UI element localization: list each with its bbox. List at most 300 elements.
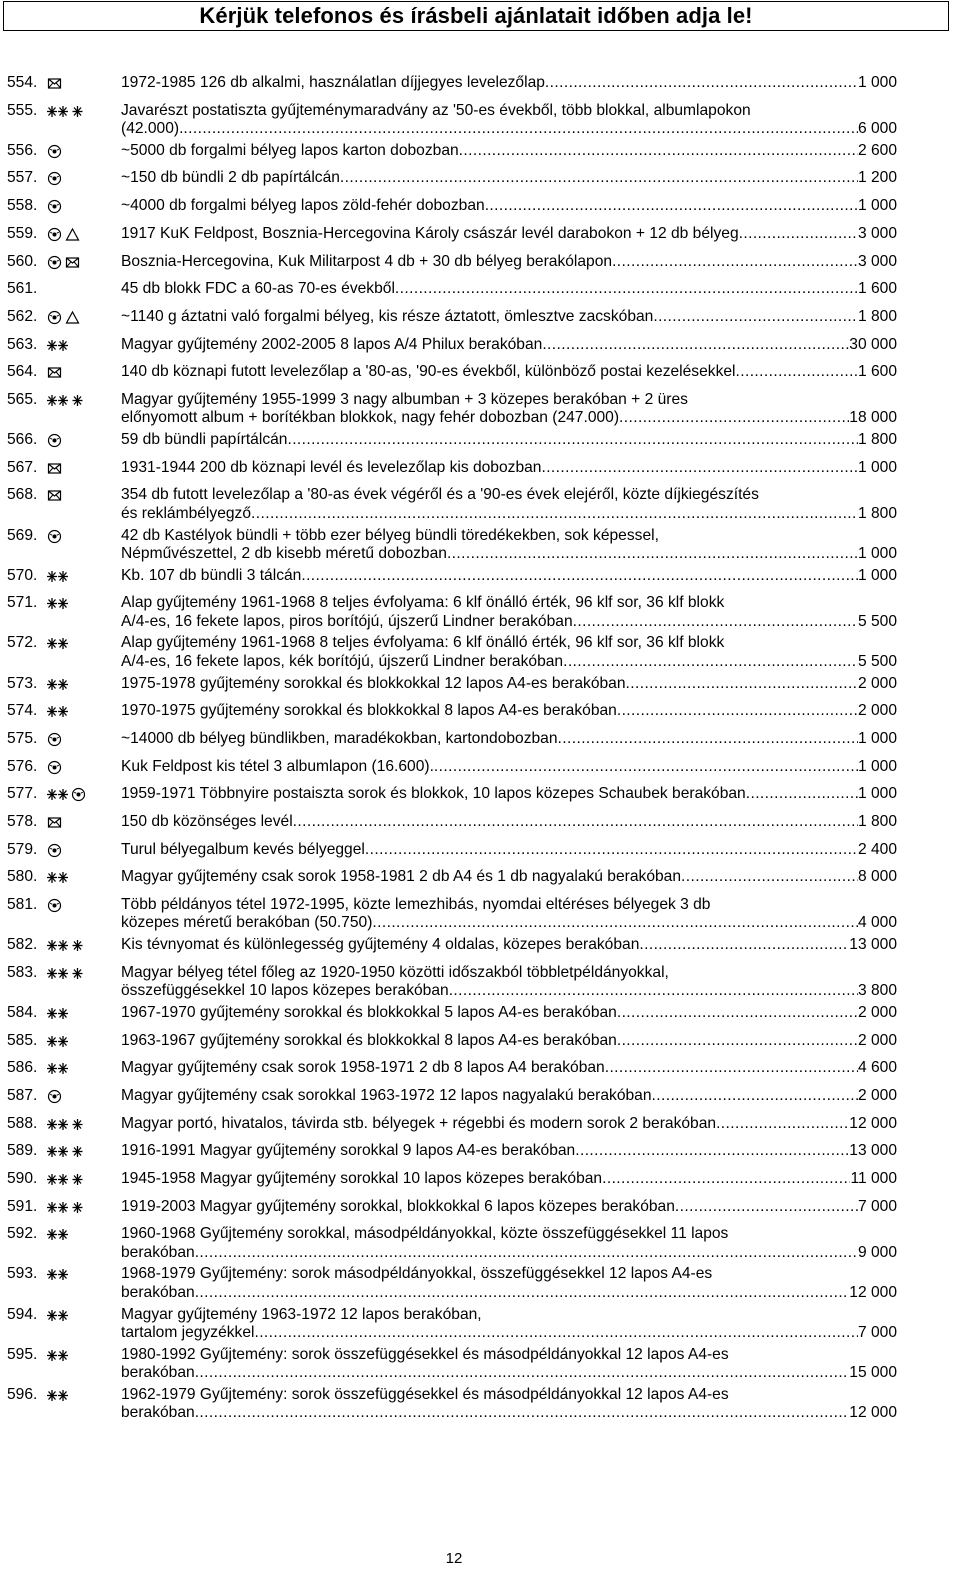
banner-title: Kérjük telefonos és írásbeli ajánlatait időben adja le! xyxy=(199,3,753,28)
lot-description-line xyxy=(121,1170,897,1188)
lot-description xyxy=(121,74,897,92)
lot-number: 591. xyxy=(7,1197,38,1215)
double-star-icon xyxy=(47,636,68,651)
lot-description-line xyxy=(121,1059,897,1077)
lot-item xyxy=(0,1225,960,1262)
lot-description xyxy=(121,964,897,1001)
single-star-icon xyxy=(71,966,84,981)
cancelled-icon xyxy=(47,199,62,214)
lot-description xyxy=(121,594,897,631)
lot-number: 587. xyxy=(7,1086,38,1104)
lot-description xyxy=(121,1386,897,1423)
lot-description-text: 1959-1971 Többnyire postaiszta sorok és blokkok, 10 lapos közepes Schaubek berakóban xyxy=(121,785,746,803)
lot-price: 4 000 xyxy=(857,914,897,932)
lot-icons xyxy=(47,1348,68,1363)
dot-leader xyxy=(545,74,858,92)
lot-item xyxy=(0,896,960,933)
lot-description-line xyxy=(121,730,897,748)
envelope-icon xyxy=(47,815,62,830)
lot-icons xyxy=(47,1144,84,1159)
lot-description-line xyxy=(121,841,897,859)
lot-number: 581. xyxy=(7,896,38,913)
lot-description-line xyxy=(121,431,897,449)
double-star-icon xyxy=(47,1200,68,1215)
lot-description-text: ~4000 db forgalmi bélyeg lapos zöld-fehér dobozban xyxy=(121,197,485,215)
lot-description-text: ~5000 db forgalmi bélyeg lapos karton dobozban xyxy=(121,141,459,159)
lot-description-line xyxy=(121,336,897,354)
lot-item xyxy=(0,936,960,954)
lot-description-line xyxy=(121,1032,897,1050)
lot-description-text: berakóban xyxy=(121,1404,195,1422)
lot-number: 567. xyxy=(7,458,38,476)
lot-item xyxy=(0,964,960,1001)
lot-number: 573. xyxy=(7,674,38,692)
lot-number: 561. xyxy=(7,280,38,298)
lot-item xyxy=(0,675,960,693)
lot-item xyxy=(0,813,960,831)
lot-description-text: előnyomott album + borítékban blokkok, nagy fehér dobozban (247.000) xyxy=(121,409,620,427)
cancelled-icon xyxy=(47,898,62,913)
lot-description-text: ~150 db bündli 2 db papírtálcán xyxy=(121,169,340,187)
lot-icons xyxy=(47,310,80,325)
lot-description-text: (42.000). xyxy=(121,119,184,137)
lot-description-line xyxy=(121,1364,897,1382)
cancelled-icon xyxy=(47,310,62,325)
dot-leader xyxy=(254,1324,858,1342)
cancelled-icon xyxy=(47,144,62,159)
lot-number: 580. xyxy=(7,868,38,886)
double-star-icon xyxy=(47,1227,68,1242)
lot-description xyxy=(121,1198,897,1216)
triangle-icon xyxy=(65,227,80,242)
lot-description xyxy=(121,459,897,477)
lot-price: 1 600 xyxy=(857,280,897,298)
lot-icons xyxy=(47,104,84,119)
dot-leader xyxy=(541,459,858,477)
lot-description-text: 42 db Kastélyok bündli + több ezer bélyeg bündli töredékekben, sok képessel, xyxy=(121,526,659,544)
lot-description-text: 140 db köznapi futott levelezőlap a '80-as, '90-es évekből, különböző postai kezelésekkel xyxy=(121,363,736,381)
lot-description-line xyxy=(121,169,897,187)
lot-icons xyxy=(47,1267,68,1282)
double-star-icon xyxy=(47,1117,68,1132)
double-star-icon xyxy=(47,1061,68,1076)
lot-item xyxy=(0,1059,960,1077)
dot-leader xyxy=(449,982,858,1000)
lot-description-text: Magyar gyűjtemény csak sorok 1958-1981 2 db A4 és 1 db nagyalakú berakóban xyxy=(121,868,682,886)
dot-leader xyxy=(746,785,858,803)
lot-description xyxy=(121,841,897,859)
lot-price: 7 000 xyxy=(857,1197,897,1215)
lot-number: 562. xyxy=(7,307,38,325)
lot-description-line xyxy=(121,225,897,243)
lot-list xyxy=(0,74,960,1426)
dot-leader xyxy=(681,868,858,886)
lot-description xyxy=(121,785,897,803)
lot-icons xyxy=(47,938,84,953)
lot-icons xyxy=(47,677,68,692)
lot-description-text: tartalom jegyzékkel xyxy=(121,1323,255,1341)
lot-icons xyxy=(47,461,62,476)
lot-price: 7 000 xyxy=(857,1323,897,1341)
dot-leader xyxy=(340,169,858,187)
lot-price: 3 800 xyxy=(857,982,897,1000)
lot-description-line xyxy=(121,1198,897,1216)
lot-number: 584. xyxy=(7,1003,38,1021)
lot-description xyxy=(121,634,897,671)
lot-price: 1 200 xyxy=(857,169,897,187)
lot-description-line xyxy=(121,1225,897,1243)
double-star-icon xyxy=(47,938,68,953)
lot-price: 15 000 xyxy=(849,1363,897,1381)
lot-item xyxy=(0,142,960,160)
lot-description-text: 1945-1958 Magyar gyűjtemény sorokkal 10 lapos közepes berakóban xyxy=(121,1170,603,1187)
lot-description xyxy=(121,336,897,354)
dot-leader xyxy=(602,1170,850,1188)
lot-price: 4 600 xyxy=(857,1059,897,1077)
lot-description-line xyxy=(121,914,897,932)
lot-description-line xyxy=(121,1115,897,1133)
lot-description-text: Turul bélyegalbum kevés bélyeggel xyxy=(121,840,365,858)
lot-description-text: 59 db bündli papírtálcán xyxy=(121,431,288,449)
lot-description-line xyxy=(121,1386,897,1404)
lot-description-text: Alap gyűjtemény 1961-1968 8 teljes évfolyama: 6 klf önálló érték, 96 klf sor, 36 klf blokk xyxy=(121,634,725,652)
lot-item xyxy=(0,1265,960,1302)
lot-number: 575. xyxy=(7,729,38,747)
lot-price: 3 000 xyxy=(857,224,897,242)
lot-price: 8 000 xyxy=(857,868,897,886)
dot-leader xyxy=(739,225,858,243)
lot-price: 1 000 xyxy=(857,74,897,91)
lot-description-line xyxy=(121,142,897,160)
lot-description-line xyxy=(121,702,897,720)
lot-item xyxy=(0,1198,960,1216)
lot-description-line xyxy=(121,197,897,215)
single-star-icon xyxy=(71,938,84,953)
lot-price: 2 000 xyxy=(857,1031,897,1049)
lot-price: 2 000 xyxy=(857,1086,897,1104)
lot-price: 5 500 xyxy=(857,612,897,630)
lot-description xyxy=(121,1225,897,1262)
lot-description xyxy=(121,308,897,326)
lot-price: 1 000 xyxy=(857,785,897,803)
lot-number: 577. xyxy=(7,785,38,803)
lot-description-text: 1963-1967 gyűjtemény sorokkal és blokkokkal 8 lapos A4-es berakóban xyxy=(121,1031,617,1049)
cancelled-icon xyxy=(47,760,62,775)
lot-description xyxy=(121,363,897,381)
lot-number: 595. xyxy=(7,1345,38,1363)
double-star-icon xyxy=(47,1172,68,1187)
lot-description-text: 1975-1978 gyűjtemény sorokkal és blokkokkal 12 lapos A4-es berakóban xyxy=(121,674,626,692)
lot-description-line xyxy=(121,1346,897,1364)
lot-price: 6 000 xyxy=(857,119,897,137)
lot-number: 594. xyxy=(7,1305,38,1323)
lot-description-text: 1967-1970 gyűjtemény sorokkal és blokkokkal 5 lapos A4-es berakóban xyxy=(121,1003,617,1021)
lot-description-line xyxy=(121,409,897,427)
lot-description xyxy=(121,391,897,428)
lot-description-line xyxy=(121,486,897,504)
lot-description-text: közepes méretű berakóban (50.750) xyxy=(121,914,373,932)
single-star-icon xyxy=(71,1117,84,1132)
lot-description-text: Magyar gyűjtemény 1963-1972 12 lapos berakóban, xyxy=(121,1305,482,1323)
lot-description-text: 1970-1975 gyűjtemény sorokkal és blokkokkal 8 lapos A4-es berakóban xyxy=(121,702,617,720)
lot-price: 1 000 xyxy=(857,566,897,584)
lot-description-line xyxy=(121,896,897,914)
dot-leader xyxy=(558,730,858,748)
lot-item xyxy=(0,868,960,886)
lot-icons xyxy=(47,488,62,503)
dot-leader xyxy=(287,431,858,449)
lot-description-text: Magyar gyűjtemény 1955-1999 3 nagy albumban + 3 közepes berakóban + 2 üres xyxy=(121,390,688,408)
lot-number: 566. xyxy=(7,431,38,449)
lot-description xyxy=(121,1170,897,1188)
lot-item xyxy=(0,102,960,139)
lot-description xyxy=(121,758,897,776)
lot-description-text: összefüggésekkel 10 lapos közepes berakóban xyxy=(121,982,449,1000)
lot-number: 572. xyxy=(7,634,38,652)
lot-price: 12 000 xyxy=(849,1283,897,1301)
lot-item xyxy=(0,1386,960,1423)
lot-icons xyxy=(47,732,62,747)
envelope-icon xyxy=(47,76,62,91)
dot-leader xyxy=(542,336,849,354)
lot-icons xyxy=(47,1117,84,1132)
lot-description xyxy=(121,102,897,139)
lot-number: 564. xyxy=(7,363,38,381)
dot-leader xyxy=(675,1198,858,1216)
lot-description-line xyxy=(121,363,897,381)
lot-description-line xyxy=(121,567,897,585)
lot-icons xyxy=(47,760,62,775)
lot-description-text: 1931-1944 200 db köznapi levél és levelezőlap kis dobozban xyxy=(121,458,542,476)
double-star-icon xyxy=(47,1144,68,1159)
lot-icons xyxy=(47,843,62,858)
lot-icons xyxy=(47,870,68,885)
lot-description xyxy=(121,431,897,449)
dot-leader xyxy=(434,758,858,776)
lot-item xyxy=(0,527,960,564)
double-star-icon xyxy=(47,870,68,885)
lot-price: 1 800 xyxy=(857,504,897,522)
lot-item xyxy=(0,336,960,354)
lot-description-line xyxy=(121,280,897,298)
lot-description-text: Magyar bélyeg tétel főleg az 1920-1950 közötti időszakból többletpéldányokkal, xyxy=(121,963,669,981)
double-star-icon xyxy=(47,1267,68,1282)
lot-description-text: berakóban xyxy=(121,1363,195,1381)
envelope-icon xyxy=(47,488,62,503)
lot-item xyxy=(0,702,960,720)
lot-price: 2 000 xyxy=(857,1003,897,1021)
lot-item xyxy=(0,730,960,748)
lot-price: 2 000 xyxy=(857,674,897,692)
dot-leader xyxy=(605,1059,858,1077)
lot-description xyxy=(121,675,897,693)
lot-item xyxy=(0,1142,960,1160)
lot-price: 13 000 xyxy=(849,936,897,954)
dot-leader xyxy=(183,120,858,138)
lot-item xyxy=(0,594,960,631)
dot-leader xyxy=(293,813,858,831)
lot-description-text: A/4-es, 16 fekete lapos, piros borítójú, újszerű Lindner berakóban xyxy=(121,612,573,630)
lot-description xyxy=(121,1059,897,1077)
lot-icons xyxy=(47,338,68,353)
lot-item xyxy=(0,253,960,271)
lot-description-text: A/4-es, 16 fekete lapos, kék borítójú, újszerű Lindner berakóban xyxy=(121,652,564,670)
lot-description-text: Magyar gyűjtemény csak sorok 1958-1971 2 db 8 lapos A4 berakóban xyxy=(121,1059,605,1077)
lot-number: 574. xyxy=(7,702,38,720)
lot-icons xyxy=(47,227,80,242)
lot-description-text: Javarészt postatiszta gyűjteménymaradvány az '50-es évekből, több blokkal, albumlapokon xyxy=(121,101,751,119)
lot-number: 582. xyxy=(7,936,38,954)
lot-number: 576. xyxy=(7,757,38,775)
lot-description-text: 1968-1979 Gyűjtemény: sorok másodpéldányokkal, összefüggésekkel 12 lapos A4-es xyxy=(121,1265,713,1283)
lot-number: 557. xyxy=(7,169,38,187)
lot-description-text: Alap gyűjtemény 1961-1968 8 teljes évfolyama: 6 klf önálló érték, 96 klf sor, 36 klf blokk xyxy=(121,594,725,612)
lot-item xyxy=(0,280,960,298)
lot-number: 592. xyxy=(7,1225,38,1243)
lot-number: 589. xyxy=(7,1142,38,1160)
lot-description-text: ~14000 db bélyeg bündlikben, maradékokban, kartondobozban xyxy=(121,729,558,747)
page-banner xyxy=(3,1,949,31)
lot-price: 30 000 xyxy=(849,335,897,353)
lot-price: 1 800 xyxy=(857,431,897,449)
dot-leader xyxy=(195,1284,850,1302)
lot-price: 12 000 xyxy=(849,1404,897,1422)
lot-description xyxy=(121,868,897,886)
dot-leader xyxy=(653,308,858,326)
lot-description-text: 1980-1992 Gyűjtemény: sorok összefüggésekkel és másodpéldányokkal 12 lapos A4-es xyxy=(121,1345,729,1363)
lot-price: 1 000 xyxy=(857,197,897,215)
lot-description-text: 1960-1968 Gyűjtemény sorokkal, másodpéldányokkal, közte összefüggésekkel 11 lapos xyxy=(121,1225,729,1243)
lot-number: 579. xyxy=(7,840,38,858)
lot-icons xyxy=(47,1227,68,1242)
lot-description xyxy=(121,896,897,933)
lot-icons xyxy=(47,365,62,380)
lot-item xyxy=(0,1087,960,1105)
lot-item xyxy=(0,225,960,243)
cancelled-icon xyxy=(71,787,86,802)
dot-leader xyxy=(617,1032,858,1050)
lot-price: 2 400 xyxy=(857,840,897,858)
double-star-icon xyxy=(47,569,68,584)
lot-description-line xyxy=(121,758,897,776)
lot-description-text: 150 db közönséges levél xyxy=(121,812,293,830)
lot-description-line xyxy=(121,613,897,631)
lot-description xyxy=(121,197,897,215)
lot-price: 1 600 xyxy=(857,363,897,381)
lot-number: 565. xyxy=(7,390,38,408)
lot-number: 586. xyxy=(7,1059,38,1077)
double-star-icon xyxy=(47,338,68,353)
lot-item xyxy=(0,308,960,326)
double-star-icon xyxy=(47,1348,68,1363)
lot-description-text: Kis tévnyomat és különlegesség gyűjtemény 4 oldalas, közepes berakóban xyxy=(121,936,640,954)
lot-description-line xyxy=(121,1244,897,1262)
cancelled-icon xyxy=(47,171,62,186)
lot-description-line xyxy=(121,74,897,92)
lot-number: 569. xyxy=(7,526,38,544)
lot-description xyxy=(121,1142,897,1160)
cancelled-icon xyxy=(47,1089,62,1104)
lot-description-line xyxy=(121,1284,897,1302)
lot-description-line xyxy=(121,527,897,545)
double-star-icon xyxy=(47,104,68,119)
lot-number: 560. xyxy=(7,252,38,270)
lot-item xyxy=(0,74,960,92)
lot-description-line xyxy=(121,120,897,138)
lot-description xyxy=(121,1265,897,1302)
lot-description-text: Bosznia-Hercegovina, Kuk Militarpost 4 db + 30 db bélyeg berakólapon xyxy=(121,252,613,270)
lot-icons xyxy=(47,1388,68,1403)
lot-icons xyxy=(47,569,68,584)
dot-leader xyxy=(251,505,858,523)
lot-price: 1 000 xyxy=(857,544,897,562)
lot-icons xyxy=(47,76,62,91)
lot-description xyxy=(121,253,897,271)
lot-description-line xyxy=(121,102,897,120)
lot-item xyxy=(0,363,960,381)
lot-description-line xyxy=(121,813,897,831)
lot-description-text: Magyar portó, hivatalos, távirda stb. bélyegek + régebbi és modern sorok 2 berakóban xyxy=(121,1114,717,1132)
lot-description-text: és reklámbélyegző xyxy=(121,504,252,522)
lot-description-line xyxy=(121,1087,897,1105)
lot-description xyxy=(121,1087,897,1105)
lot-icons xyxy=(47,1006,68,1021)
lot-description-line xyxy=(121,785,897,803)
dot-leader xyxy=(619,409,849,427)
lot-description-line xyxy=(121,634,897,652)
lot-number: 559. xyxy=(7,224,38,242)
dot-leader xyxy=(195,1364,850,1382)
cancelled-icon xyxy=(47,227,62,242)
lot-description-line xyxy=(121,1265,897,1283)
double-star-icon xyxy=(47,787,68,802)
lot-icons xyxy=(47,787,86,802)
lot-price: 1 000 xyxy=(857,757,897,775)
lot-description-line xyxy=(121,1404,897,1422)
lot-description-line xyxy=(121,391,897,409)
lot-number: 555. xyxy=(7,101,38,119)
lot-description-text: 1972-1985 126 db alkalmi, használatlan díjjegyes levelezőlap xyxy=(121,74,545,91)
lot-icons xyxy=(47,433,62,448)
lot-description xyxy=(121,142,897,160)
lot-description xyxy=(121,567,897,585)
dot-leader xyxy=(652,1087,858,1105)
page-number: 12 xyxy=(445,1550,463,1567)
lot-number: 558. xyxy=(7,197,38,215)
lot-number: 590. xyxy=(7,1170,38,1187)
lot-icons xyxy=(47,393,84,408)
lot-icons xyxy=(47,596,68,611)
lot-description-line xyxy=(121,505,897,523)
lot-description xyxy=(121,936,897,954)
lot-icons xyxy=(47,1308,68,1323)
lot-number: 585. xyxy=(7,1031,38,1049)
dot-leader xyxy=(617,702,858,720)
dot-leader xyxy=(626,675,858,693)
lot-price: 1 000 xyxy=(857,458,897,476)
lot-description xyxy=(121,280,897,298)
lot-item xyxy=(0,459,960,477)
lot-icons xyxy=(47,199,62,214)
double-star-icon xyxy=(47,1006,68,1021)
lot-item xyxy=(0,841,960,859)
lot-icons xyxy=(47,1034,68,1049)
dot-leader xyxy=(639,936,849,954)
lot-icons xyxy=(47,815,62,830)
dot-leader xyxy=(573,613,858,631)
dot-leader xyxy=(301,567,858,585)
double-star-icon xyxy=(47,1388,68,1403)
